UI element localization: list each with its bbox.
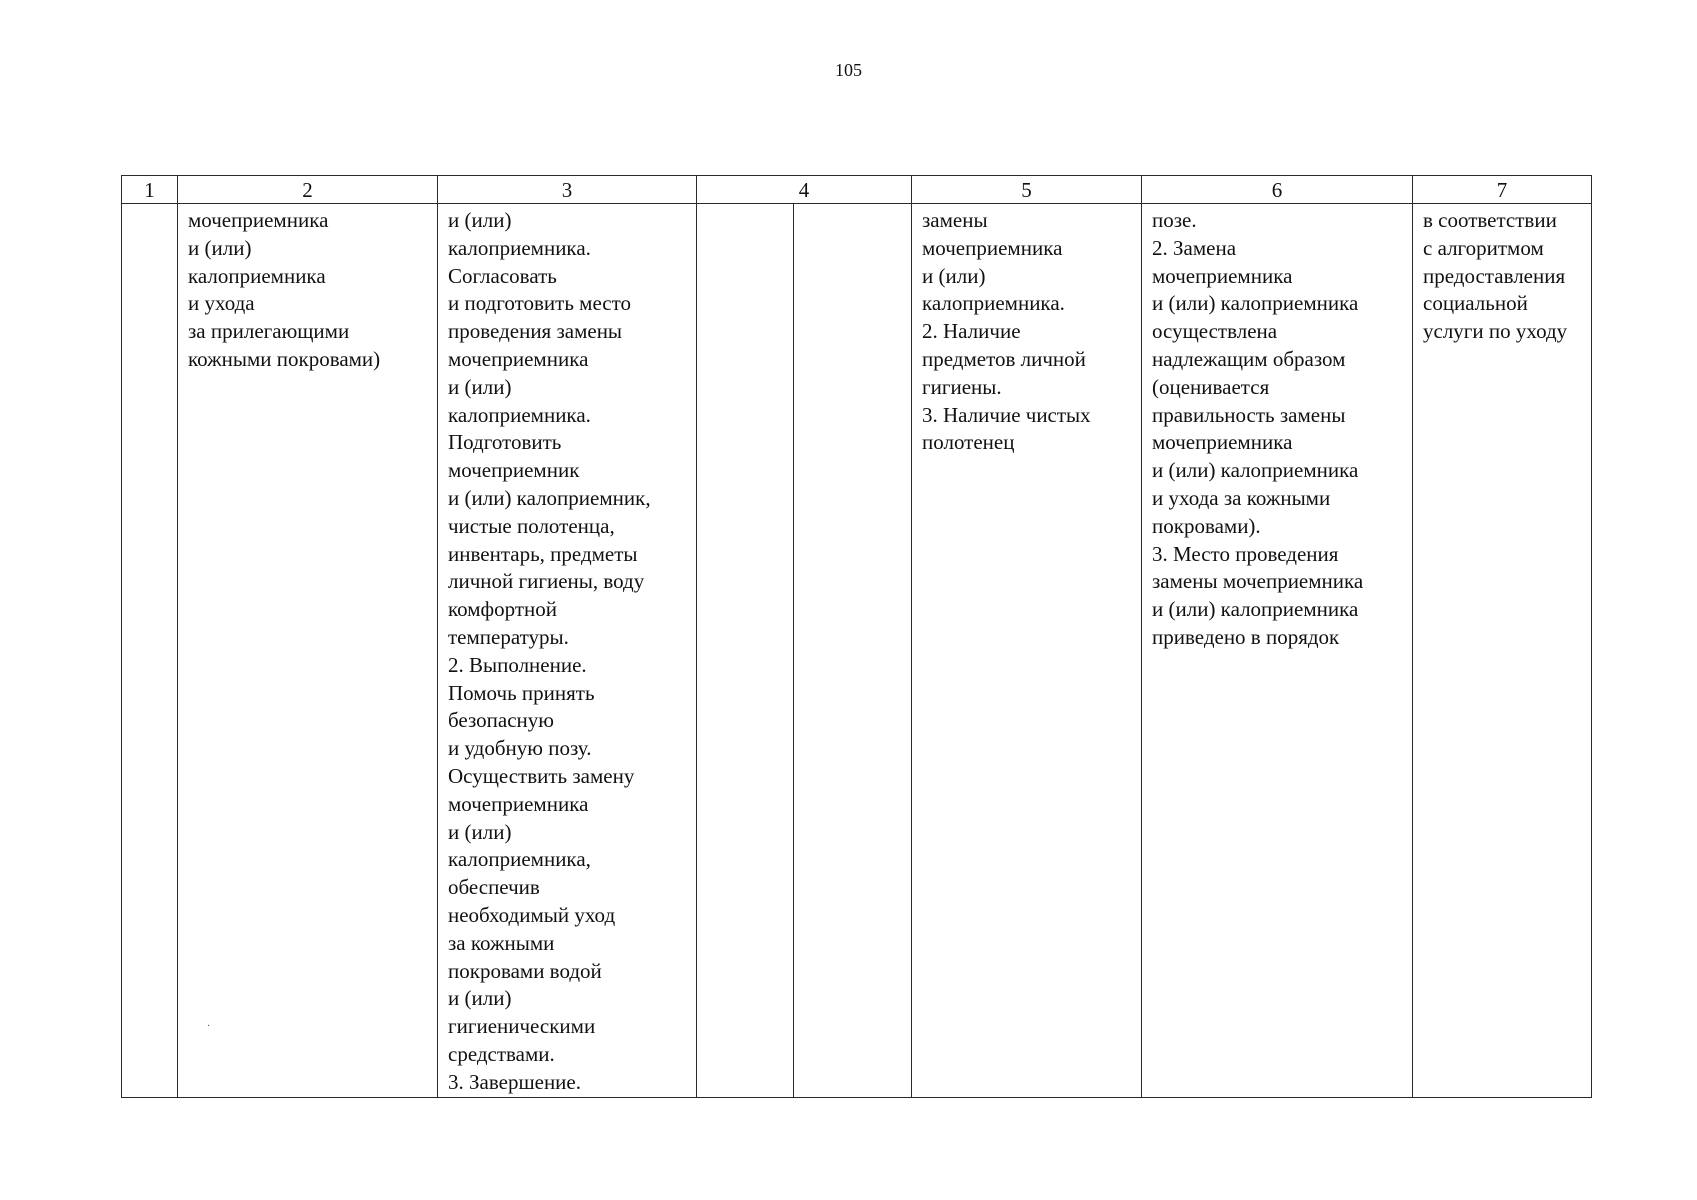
column-header-4: 4 [697, 176, 912, 204]
service-standards-table [121, 175, 1592, 1098]
table-row [122, 204, 1592, 1098]
column-header-7: 7 [1413, 176, 1592, 204]
cell-service-conditions: замены мочеприемника и (или) калоприемника. 2. Наличие предметов личной гигиены. 3. Наличие чистых полотенец [912, 204, 1142, 1098]
column-header-6: 6 [1142, 176, 1413, 204]
cell-service-name: мочеприемника и (или) калоприемника и ухода за прилегающими кожными покровами) [178, 204, 438, 1098]
cell-notes: в соответствии с алгоритмом предоставления социальной услуги по уходу [1413, 204, 1592, 1098]
column-header-1: 1 [122, 176, 178, 204]
scan-speck: · [207, 1021, 211, 1032]
cell-service-description: и (или) калоприемника. Согласовать и подготовить место проведения замены мочеприемника и (или) калоприемника. Подготовить мочеприемник и (или) калоприемник, чистые полотенца, инвентарь, предметы личной гигиены, воду комфортной температуры. 2. Выполнение. Помочь принять безопасную и удобную позу. Осуществить замену мочеприемника и (или) калоприемника, обеспечив необходимый уход за кожными покровами водой и (или) гигиеническими средствами. 3. Завершение. [438, 204, 697, 1098]
column-header-3: 3 [438, 176, 697, 204]
cell-inner-divider [793, 203, 794, 1097]
page-number: 105 [835, 60, 862, 80]
cell-quality-indicators: позе. 2. Замена мочеприемника и (или) калоприемника осуществлена надлежащим образом (оценивается правильность замены мочеприемника и (или) калоприемника и ухода за кожными покровами). 3. Место проведения замены мочеприемника и (или) калоприемника приведено в порядок [1142, 204, 1413, 1098]
cell-col1 [122, 204, 178, 1098]
column-header-2: 2 [178, 176, 438, 204]
cell-col4 [697, 204, 912, 1098]
header-row [122, 176, 1592, 204]
column-header-5: 5 [912, 176, 1142, 204]
